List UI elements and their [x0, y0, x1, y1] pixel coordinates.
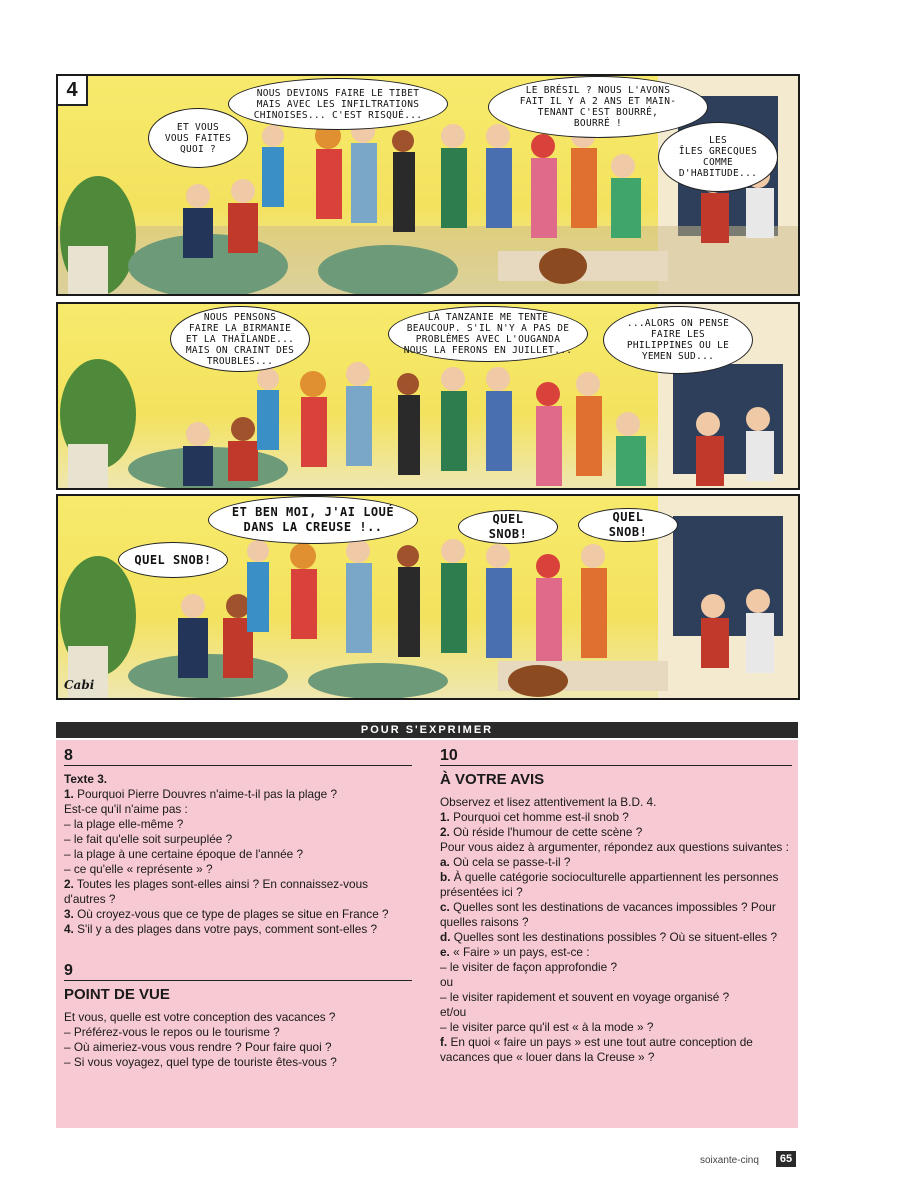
question-line	[440, 960, 792, 975]
section-banner: POUR S'EXPRIMER	[56, 722, 798, 738]
question-line	[64, 862, 412, 877]
question-text: Toutes les plages sont-elles ainsi ? En connaissez-vous d'autres ?	[64, 877, 372, 906]
question-text: Observez et lisez attentivement la B.D. 4.	[440, 795, 657, 809]
speech-bubble: ...ALORS ON PENSE FAIRE LES PHILIPPINES OU LE YEMEN SUD...	[603, 306, 753, 374]
speech-bubble: ET BEN MOI, J'AI LOUÉ DANS LA CREUSE !..	[208, 496, 418, 544]
right-column	[440, 748, 792, 1065]
page-number-words: soixante-cinq	[700, 1155, 759, 1166]
section-number: 8	[64, 748, 412, 766]
question-line	[440, 825, 792, 840]
section-number: 10	[440, 748, 792, 766]
panel-3-illustration	[58, 496, 798, 698]
comic-panel-2	[56, 302, 800, 490]
question-text: – le visiter parce qu'il est « à la mode » ?	[440, 1020, 654, 1034]
speech-bubble: QUEL SNOB!	[118, 542, 228, 578]
question-marker: a.	[440, 855, 450, 869]
section-title: À VOTRE AVIS	[440, 771, 545, 788]
speech-bubble: ET VOUS VOUS FAITES QUOI ?	[148, 108, 248, 168]
section-8-list	[64, 787, 412, 937]
question-marker: 2.	[64, 877, 74, 891]
comic-panel-1	[56, 74, 800, 296]
question-line	[440, 930, 792, 945]
question-text: – la plage elle-même ?	[64, 817, 184, 831]
section-9-list	[64, 1010, 412, 1070]
question-text: Pourquoi Pierre Douvres n'aime-t-il pas la plage ?	[73, 787, 338, 801]
question-marker: c.	[440, 900, 450, 914]
page-number: 65	[776, 1151, 796, 1167]
question-line	[440, 855, 792, 870]
question-text: – la plage à une certaine époque de l'année ?	[64, 847, 304, 861]
question-line	[440, 1035, 792, 1065]
question-text: Quelles sont les destinations de vacances impossibles ? Pour quelles raisons ?	[440, 900, 780, 929]
speech-bubble: NOUS DEVIONS FAIRE LE TIBET MAIS AVEC LES INFILTRATIONS CHINOISES... C'EST RISQUÉ...	[228, 78, 448, 130]
speech-bubble: LE BRÉSIL ? NOUS L'AVONS FAIT IL Y A 2 ANS ET MAIN- TENANT C'EST BOURRÉ, BOURRÉ !	[488, 76, 708, 138]
question-text: – le fait qu'elle soit surpeuplée ?	[64, 832, 233, 846]
question-text: – le visiter rapidement et souvent en voyage organisé ?	[440, 990, 730, 1004]
question-text: À quelle catégorie socioculturelle appartiennent les personnes présentées ici ?	[440, 870, 782, 899]
section-number: 9	[64, 963, 412, 981]
speech-bubble: QUEL SNOB!	[458, 510, 558, 544]
question-line	[64, 787, 412, 802]
question-line	[440, 945, 792, 960]
question-text: Et vous, quelle est votre conception des vacances ?	[64, 1010, 336, 1024]
question-text: – Si vous voyagez, quel type de touriste êtes-vous ?	[64, 1055, 337, 1069]
left-column	[64, 748, 412, 1070]
panel-number: 4	[58, 76, 88, 106]
question-line	[64, 1010, 412, 1025]
question-marker: 1.	[64, 787, 74, 801]
question-text: Pour vous aidez à argumenter, répondez aux questions suivantes :	[440, 840, 789, 854]
section-subtitle: Texte 3.	[64, 772, 108, 786]
question-line	[64, 1055, 412, 1070]
question-line	[440, 795, 792, 810]
question-marker: 2.	[440, 825, 450, 839]
question-line	[440, 870, 792, 900]
question-text: Quelles sont les destinations possibles ? Où se situent-elles ?	[450, 930, 778, 944]
question-text: – Préférez-vous le repos ou le tourisme ?	[64, 1025, 280, 1039]
question-text: – le visiter de façon approfondie ?	[440, 960, 618, 974]
speech-bubble: LES ÎLES GRECQUES COMME D'HABITUDE...	[658, 122, 778, 192]
speech-bubble: NOUS PENSONS FAIRE LA BIRMANIE ET LA THAÏLANDE... MAIS ON CRAINT DES TROUBLES...	[170, 306, 310, 372]
question-text: – ce qu'elle « représente » ?	[64, 862, 213, 876]
question-line	[64, 877, 412, 907]
question-text: ou	[440, 975, 454, 989]
question-line	[440, 1005, 792, 1020]
question-text: Où croyez-vous que ce type de plages se situe en France ?	[73, 907, 389, 921]
comic-panel-3	[56, 494, 800, 700]
question-marker: b.	[440, 870, 451, 884]
question-marker: e.	[440, 945, 450, 959]
question-marker: 1.	[440, 810, 450, 824]
exercise-box	[56, 740, 798, 1128]
question-text: Pourquoi cet homme est-il snob ?	[449, 810, 629, 824]
question-marker: 4.	[64, 922, 74, 936]
question-line	[440, 900, 792, 930]
section-title: POINT DE VUE	[64, 986, 170, 1003]
question-marker: 3.	[64, 907, 74, 921]
question-text: et/ou	[440, 1005, 467, 1019]
question-marker: d.	[440, 930, 451, 944]
question-line	[440, 975, 792, 990]
question-text: En quoi « faire un pays » est une tout autre conception de vacances que « louer dans la Creuse » ?	[440, 1035, 757, 1064]
question-line	[64, 817, 412, 832]
question-line	[64, 922, 412, 937]
question-line	[440, 990, 792, 1005]
question-line	[440, 840, 792, 855]
question-text: Où cela se passe-t-il ?	[449, 855, 571, 869]
question-line	[64, 847, 412, 862]
question-line	[440, 1020, 792, 1035]
question-line	[64, 802, 412, 817]
question-line	[440, 810, 792, 825]
artist-signature: Cabi	[64, 678, 95, 692]
question-marker: f.	[440, 1035, 448, 1049]
question-text: « Faire » un pays, est-ce :	[449, 945, 590, 959]
question-line	[64, 832, 412, 847]
question-text: S'il y a des plages dans votre pays, comment sont-elles ?	[73, 922, 378, 936]
question-line	[64, 1040, 412, 1055]
section-10-list	[440, 795, 792, 1065]
question-text: Est-ce qu'il n'aime pas :	[64, 802, 188, 816]
question-line	[64, 907, 412, 922]
question-text: – Où aimeriez-vous vous rendre ? Pour faire quoi ?	[64, 1040, 332, 1054]
speech-bubble: QUEL SNOB!	[578, 508, 678, 542]
question-text: Où réside l'humour de cette scène ?	[449, 825, 643, 839]
question-line	[64, 1025, 412, 1040]
speech-bubble: LA TANZANIE ME TENTE BEAUCOUP. S'IL N'Y A PAS DE PROBLÈMES AVEC L'OUGANDA NOUS LA FERONS EN JUILLET...	[388, 306, 588, 362]
